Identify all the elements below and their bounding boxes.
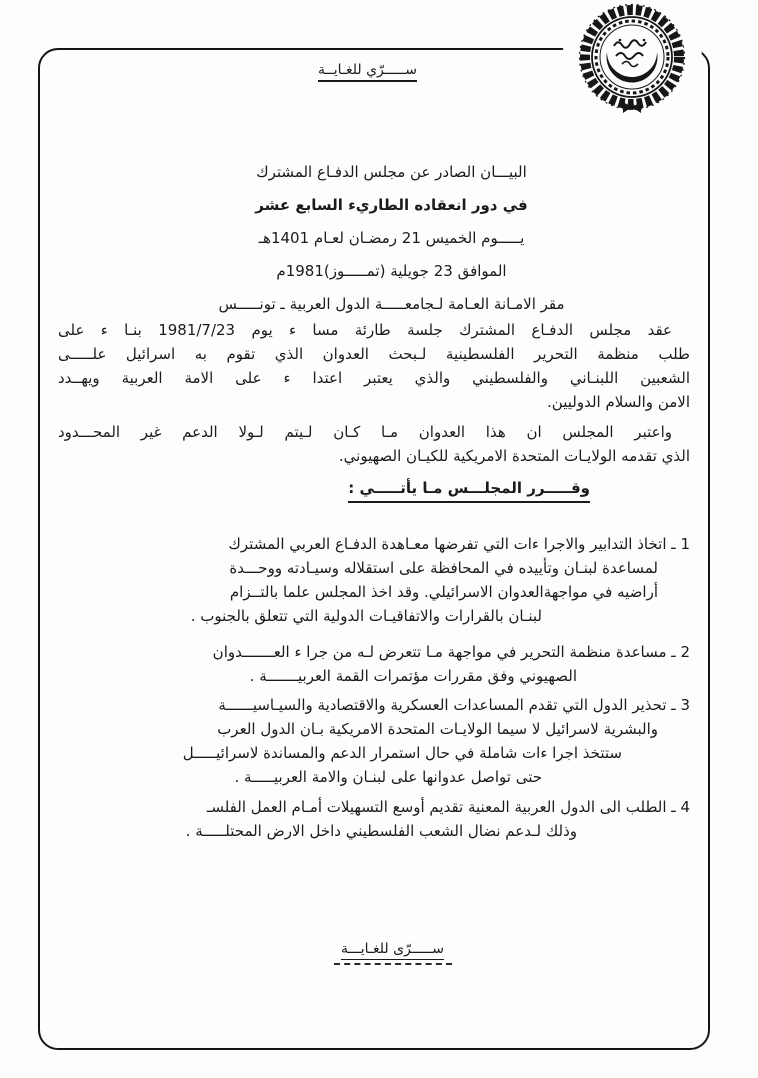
- paragraph-line: عقد مجلس الدفـاع المشترك جلسة طارئة مسا ء يوم 1981/7/23 بنـا ء على: [58, 321, 672, 339]
- classification-bottom: [300, 941, 485, 965]
- classification-top: [280, 62, 455, 78]
- item-line: حتى تواصل عدوانها على لبنـان والامة العربيـــــة .: [234, 768, 542, 786]
- paragraph-line: واعتبر المجلس ان هذا العدوان مـا كـان لـيتم لـولا الدعم غير المحـــدود: [58, 423, 672, 441]
- classification-bottom-underline: [334, 963, 452, 965]
- paragraph-line: طلب منظمة التحرير الفلسطينية لـبحث العدوان الذي تقوم به اسرائيل علـــــى: [58, 345, 690, 363]
- item-line: لبنـان بالقرارات والاتفاقيـات الدولية التي تتعلق بالجنوب .: [190, 607, 542, 625]
- item-line: لمساعدة لبنـان وتأييده في المحافظة على استقلاله وسيـادته ووحـــدة: [229, 559, 658, 577]
- title-line-1: البيـــان الصادر عن مجلس الدفـاع المشترك: [256, 163, 527, 181]
- item-line: ستتخذ اجرا ءات شاملة في حال استمرار الدعم والمساندة لاسرائيـــــل: [182, 744, 622, 762]
- title-line-2: في دور انعقاده الطاريء السابع عشر: [255, 196, 528, 214]
- resolution-item-3: [58, 693, 690, 789]
- item-line: وذلك لـدعم نضال الشعب الفلسطيني داخل الارض المحتلـــــة .: [185, 822, 577, 840]
- arab-league-emblem-icon: [560, 2, 704, 116]
- paragraph-session: [58, 318, 690, 414]
- title-line-4: الموافق 23 جويلية (تمـــــوز)1981م: [276, 262, 507, 280]
- item-line: الصهيوني وفق مقررات مؤتمرات القمة العربيـــــــة .: [249, 667, 577, 685]
- item-line: 4 ـ الطلب الى الدول العربية المعنية تقديم أوسع التسهيلات أمـام العمل الفلسـ: [206, 798, 690, 816]
- classification-top-label: ســـــرّي للغـايــة: [318, 62, 417, 82]
- resolution-item-2: [58, 640, 690, 688]
- decision-heading: وقـــــرر المجلـــس مـا يأتـــــي :: [348, 479, 590, 503]
- paragraph-line: الذي تقدمه الولايـات المتحدة الامريكية للكيـان الصهيوني.: [338, 447, 690, 465]
- item-line: 2 ـ مساعدة منظمة التحرير في مواجهة مـا تتعرض لـه من جرا ء العـــــــدوان: [212, 643, 690, 661]
- title-block: [120, 156, 663, 321]
- item-line: والبشرية لاسرائيل لا سيما الولايـات المتحدة الامريكية بـان الدول العرب: [217, 720, 658, 738]
- classification-bottom-label: ســـــرّى للغـايـــة: [341, 941, 444, 960]
- title-line-5: مقر الامـانة العـامة لـجامعـــــة الدول العربية ـ تونـــــس: [218, 295, 565, 313]
- title-line-3: يـــــوم الخميس 21 رمضـان لعـام 1401هـ: [258, 229, 525, 247]
- paragraph-us-support: [58, 420, 690, 468]
- resolution-item-1: [58, 532, 690, 628]
- item-line: 1 ـ اتخاذ التدابير والاجرا ءات التي تفرضها معـاهدة الدفـاع العربي المشترك: [228, 535, 690, 553]
- paragraph-line: الامن والسلام الدوليين.: [547, 393, 690, 411]
- paragraph-line: الشعبين اللبنـاني والفلسطيني والذي يعتبر اعتدا ء على الامة العربية ويهــدد: [58, 369, 690, 387]
- resolution-item-4: [58, 795, 690, 843]
- item-line: أراضيه في مواجهةالعدوان الاسرائيلي. وقد اخذ المجلس علما بالتــزام: [229, 583, 658, 601]
- item-line: 3 ـ تحذير الدول التي تقدم المساعدات العسكرية والاقتصادية والسيـاسيــــــة: [218, 696, 690, 714]
